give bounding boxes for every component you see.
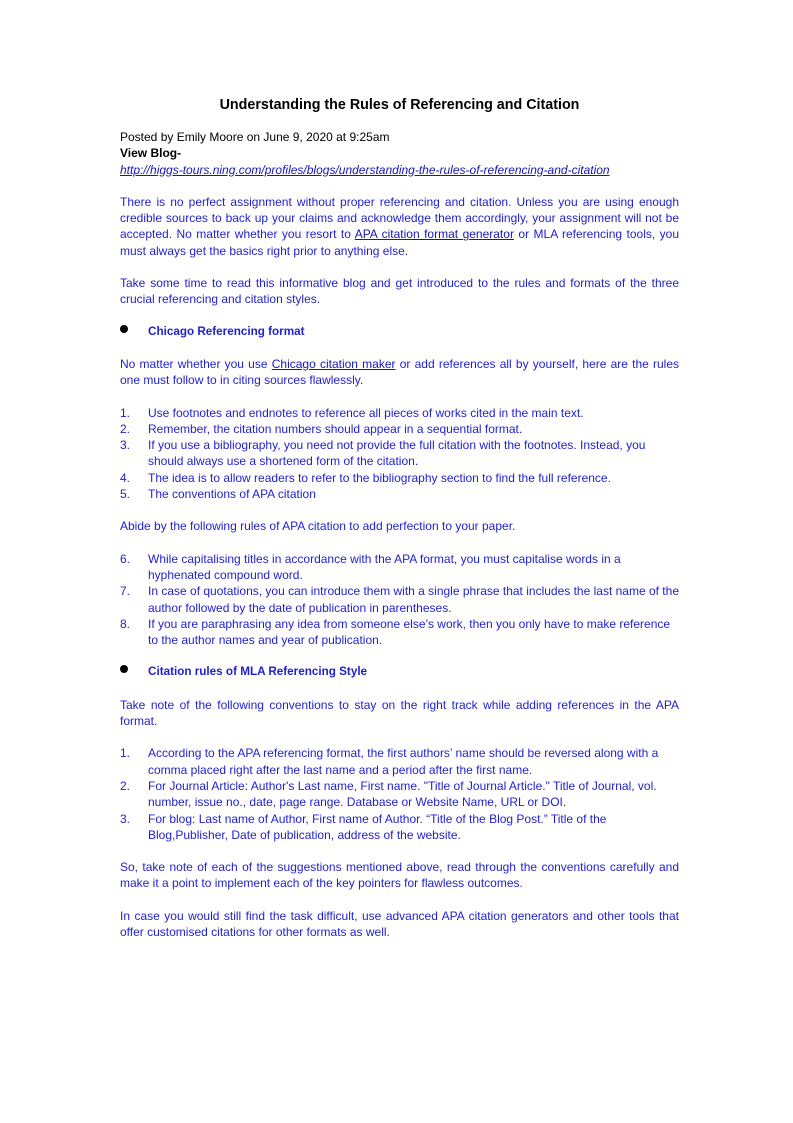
list-item (120, 405, 679, 421)
chicago-maker-link[interactable]: Chicago citation maker (271, 356, 396, 371)
mla-rules-list (120, 745, 679, 843)
section-heading-text: Citation rules of MLA Referencing Style (148, 665, 368, 679)
abide-paragraph: Abide by the following rules of APA citation to add perfection to your paper. (120, 519, 516, 534)
list-item (120, 583, 679, 616)
list-number: 1. (120, 405, 131, 420)
list-item-text: The conventions of APA citation (148, 487, 316, 502)
list-item-text: Use footnotes and endnotes to reference all pieces of works cited in the main text. (148, 405, 584, 420)
chicago-intro-text: No matter whether you use (120, 356, 272, 371)
list-item-text: While capitalising titles in accordance with the APA format, you must capitalise words in a hyphenated compound word. (148, 551, 621, 582)
list-item (120, 811, 679, 844)
bullet-icon (120, 665, 128, 673)
section-heading-chicago (120, 324, 679, 340)
post-meta: Posted by Emily Moore on June 9, 2020 at 9:25am (120, 130, 390, 144)
intro-paragraph-2: Take some time to read this informative blog and get introduced to the rules and formats of the three crucial referencing and citation styles. (120, 276, 679, 307)
intro-paragraph-1 (120, 194, 679, 259)
list-number: 7. (120, 584, 131, 599)
chicago-intro-text: or add references all by yourself, here are the rules one must follow to in citing sources flawlessly. (120, 356, 679, 388)
chicago-intro-paragraph (120, 356, 679, 389)
list-number: 6. (120, 551, 131, 566)
list-number: 4. (120, 470, 131, 485)
section-heading-mla (120, 664, 679, 680)
closing-paragraph-1: So, take note of each of the suggestions mentioned above, read through the conventions carefully and make it a point to implement each of the key pointers for flawless outcomes. (120, 860, 679, 891)
list-item (120, 421, 679, 437)
list-number: 1. (120, 746, 131, 761)
intro-text-part: There is no perfect assignment without proper referencing and citation. Unless you are using enough credible sources to back up your claims and acknowledge them accordingly, your assignment will not be accepted. No matter whether you resort to (120, 194, 679, 242)
closing-paragraph-2: In case you would still find the task difficult, use advanced APA citation generators and other tools that offer customised citations for other formats as well. (120, 908, 679, 939)
view-blog-label: View Blog- (120, 146, 182, 161)
list-item (120, 745, 679, 778)
list-item (120, 778, 679, 811)
list-item-text: If you use a bibliography, you need not provide the full citation with the footnotes. Instead, you should always use a shortened form of the citation. (148, 438, 646, 469)
list-number: 3. (120, 811, 131, 826)
list-number: 2. (120, 421, 131, 436)
bullet-icon (120, 325, 128, 333)
mla-intro-paragraph: Take note of the following conventions to stay on the right track while adding references in the APA format. (120, 697, 679, 729)
list-item (120, 616, 679, 649)
list-item (120, 486, 679, 502)
apa-generator-link[interactable]: APA citation format generator (354, 227, 514, 242)
list-item-text: In case of quotations, you can introduce them with a single phrase that includes the last name of the author followed by the date of publication in parentheses. (148, 584, 679, 615)
chicago-rules-list (120, 405, 679, 503)
list-number: 5. (120, 487, 131, 502)
list-item (120, 437, 679, 470)
page-title: Understanding the Rules of Referencing and Citation (219, 97, 580, 113)
list-item-text: For blog: Last name of Author, First name of Author. “Title of the Blog Post.” Title of the Blog,Publisher, Date of publication, address of the website. (148, 811, 607, 842)
blog-url-link[interactable]: http://higgs-tours.ning.com/profiles/blogs/understanding-the-rules-of-referencing-and-citation (120, 162, 610, 177)
list-number: 8. (120, 616, 131, 631)
section-heading-text: Chicago Referencing format (148, 324, 305, 338)
intro-text-part: or MLA referencing tools, you must always get the basics right prior to anything else. (120, 227, 679, 258)
list-number: 2. (120, 778, 131, 793)
list-number: 3. (120, 438, 131, 453)
apa-rules-list (120, 551, 679, 649)
list-item (120, 470, 679, 486)
list-item-text: The idea is to allow readers to refer to the bibliography section to find the full reference. (148, 470, 611, 485)
list-item-text: For Journal Article: Author's Last name, First name. "Title of Journal Article." Title of Journal, vol. number, issue no., date, page range. Database or Website Name, URL or DOI. (148, 778, 657, 810)
list-item-text: According to the APA referencing format, the first authors’ name should be reversed along with a comma placed right after the last name and a period after the first name. (148, 746, 659, 777)
list-item-text: Remember, the citation numbers should appear in a sequential format. (148, 421, 523, 436)
list-item-text: If you are paraphrasing any idea from someone else’s work, then you only have to make reference to the author names and year of publication. (148, 616, 671, 648)
list-item (120, 551, 679, 584)
